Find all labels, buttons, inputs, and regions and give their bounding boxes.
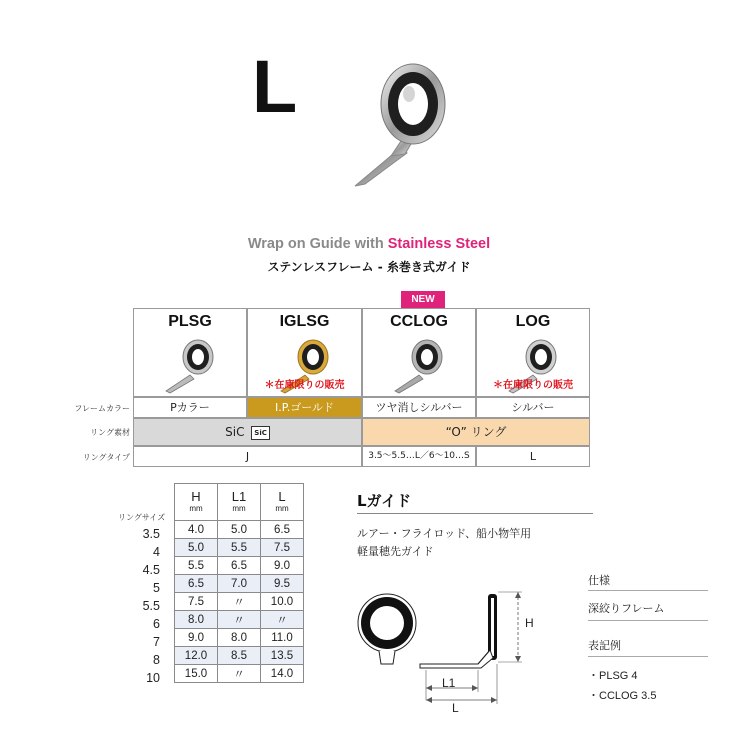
ring-type-j: J [133,446,362,467]
header-l1: L1 mm [218,484,261,521]
spec-value: 深絞りフレーム [588,603,665,615]
product-name: CCLOG [390,313,448,330]
dim-l1-label: L1 [442,676,456,690]
ring-material-o-ring: “O” リング [362,418,590,446]
ring-size-value: 7 [153,635,160,649]
dim-l-label: L [452,701,459,715]
ring-size-value: 4.5 [142,563,160,577]
ring-size-value: 8 [153,653,160,667]
ring-size-value: 3.5 [142,527,160,541]
ring-type-cclog: 3.5～5.5…L／6～10…S [362,446,476,467]
ring-material-sic-text: SiC [225,425,245,439]
frame-color-cclog: ツヤ消しシルバー [362,397,476,418]
table-row: 9.0 8.0 11.0 [175,629,304,647]
headline-prefix: Wrap on Guide with [247,236,388,252]
notation-example: ・PLSG 4 [588,670,638,682]
stock-note: ＊在庫限りの販売 [493,380,573,391]
product-column-iglsg [247,308,362,397]
ring-size-label: リングサイズ [118,513,166,522]
table-row: 5.5 6.5 9.0 [175,557,304,575]
table-row: 8.0 〃 〃 [175,611,304,629]
stock-note: ＊在庫限りの販売 [264,380,345,391]
ring-size-value: 5 [153,581,160,595]
guide-hero-image [345,58,455,193]
guide-thumbnail-icon [160,335,220,395]
guide-title: Lガイド [357,492,412,510]
product-name: PLSG [168,313,212,330]
header-l: L mm [261,484,304,521]
sic-logo: SiC [251,426,270,440]
header-h: H mm [175,484,218,521]
headline [0,236,738,252]
hero-letter: L [252,45,298,128]
guide-thumbnail-icon [389,335,449,395]
ring-size-value: 10 [146,671,160,685]
table-row: 5.0 5.5 7.5 [175,539,304,557]
guide-desc-1: ルアー・フライロッド、船小物竿用 [357,527,532,540]
table-row: 12.0 8.5 13.5 [175,647,304,665]
product-name: IGLSG [279,313,330,330]
notation-heading: 表記例 [588,639,621,652]
divider [588,656,708,657]
product-column-cclog [362,308,476,397]
divider [357,513,593,514]
guide-desc-2: 軽量穂先ガイド [357,545,434,558]
ring-material-sic [133,418,362,446]
ring-size-value: 4 [153,545,160,559]
frame-color-log: シルバー [476,397,590,418]
table-row: 7.5 〃 10.0 [175,593,304,611]
table-row: 4.0 5.0 6.5 [175,521,304,539]
product-name: LOG [515,313,551,330]
product-column-log [476,308,590,397]
product-column-plsg [133,308,247,397]
notation-example: ・CCLOG 3.5 [588,690,657,702]
spec-heading: 仕様 [588,574,610,587]
ring-size-value: 6 [153,617,160,631]
frame-color-label: フレームカラー [74,404,130,413]
ring-type-label: リングタイプ [82,453,130,462]
divider [588,590,708,591]
table-row: 15.0 〃 14.0 [175,665,304,683]
size-table [174,483,304,683]
subtitle: ステンレスフレーム - 糸巻き式ガイド [267,260,471,274]
ring-type-log: L [476,446,590,467]
ring-size-value: 5.5 [142,599,160,613]
divider [588,620,708,621]
headline-accent: Stainless Steel [387,236,491,252]
frame-color-iglsg: I.P.ゴールド [247,397,362,418]
ring-material-label: リング素材 [90,428,130,437]
frame-color-plsg: Pカラー [133,397,247,418]
table-row: 6.5 7.0 9.5 [175,575,304,593]
dim-h-label: H [525,616,534,630]
new-badge: NEW [401,291,445,308]
dimension-diagram [350,580,540,715]
